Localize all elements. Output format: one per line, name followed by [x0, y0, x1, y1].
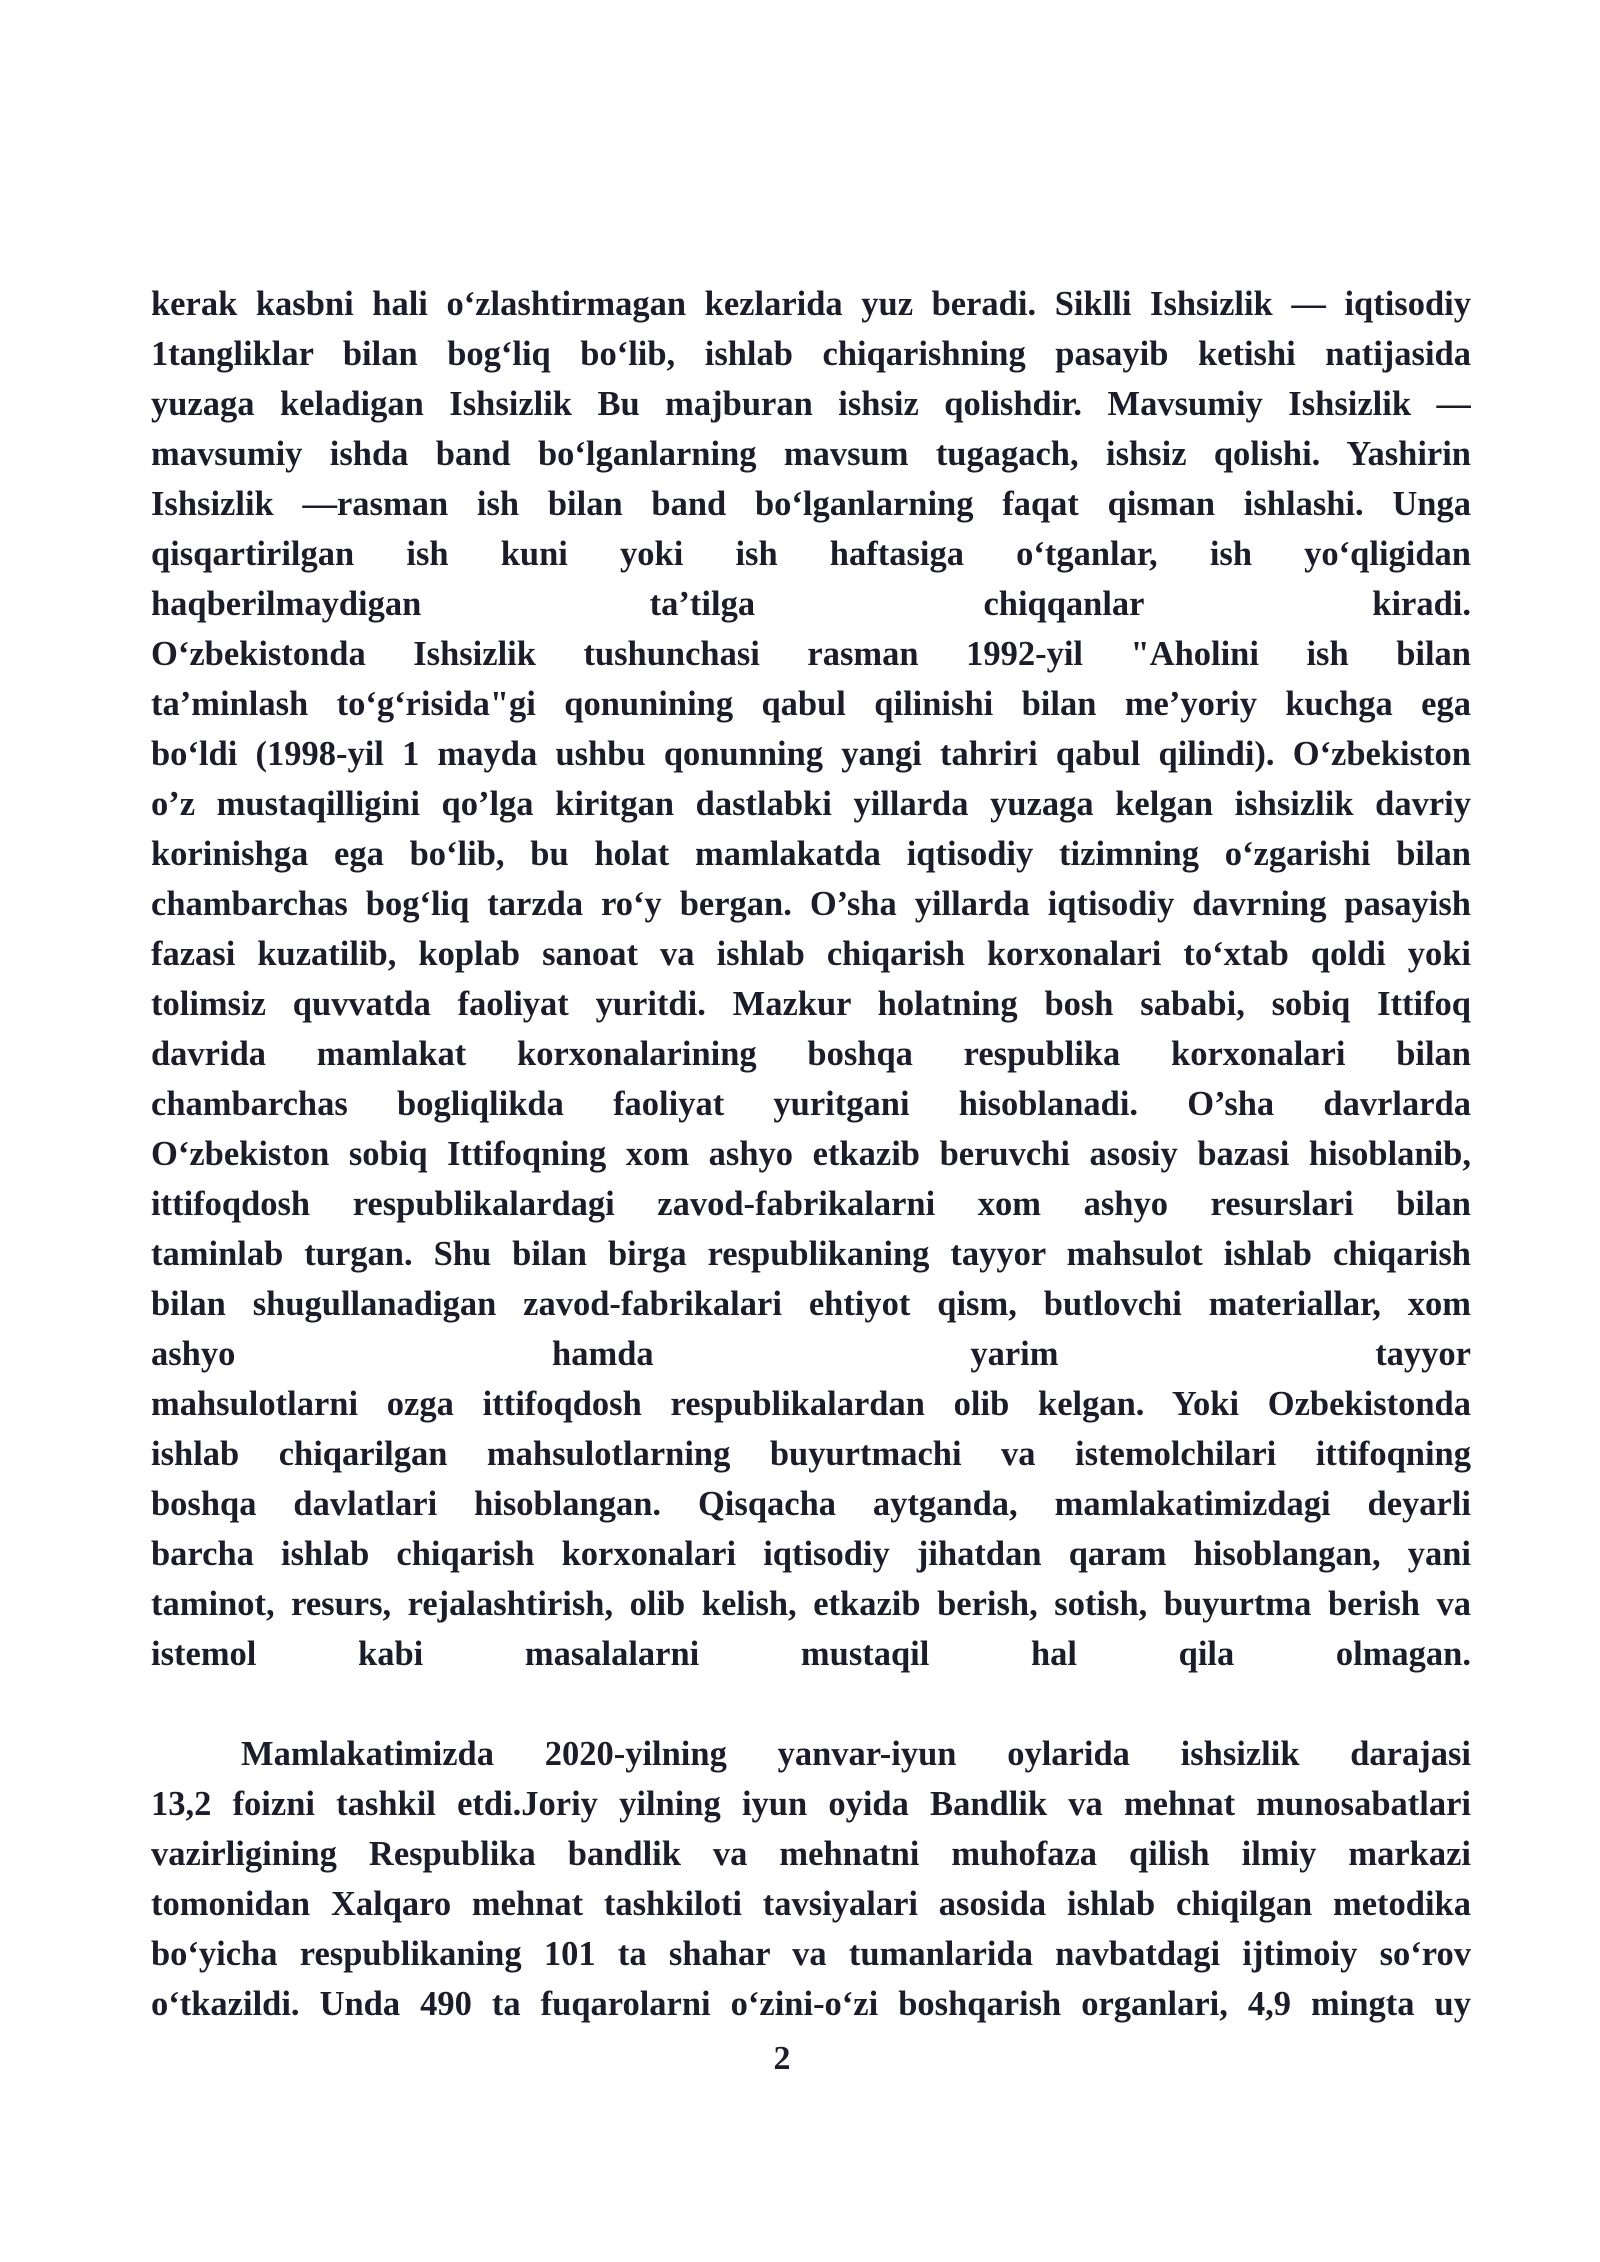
text-line: o‘tkazildi. Unda 490 ta fuqarolarni o‘zini-o‘zi boshqarish organlari, 4,9 mingta uy [151, 1985, 1471, 2023]
text-line: Mamlakatimizda 2020-yilning yanvar-iyun oylarida ishsizlik darajasi [241, 1735, 1471, 1773]
text-line: bo‘ldi (1998-yil 1 mayda ushbu qonunning yangi tahriri qabul qilindi). O‘zbekiston [151, 735, 1471, 773]
text-line: O‘zbekistonda Ishsizlik tushunchasi rasman 1992-yil "Aholini ish bilan [151, 635, 1471, 673]
text-line: chambarchas bogliqlikda faoliyat yuritgani hisoblanadi. O’sha davrlarda [151, 1085, 1471, 1123]
text-line: ishlab chiqarilgan mahsulotlarning buyurtmachi va istemolchilari ittifoqning [151, 1435, 1471, 1473]
paragraph-2 [151, 1729, 1471, 2029]
text-line: kerak kasbni hali o‘zlashtirmagan kezlarida yuz beradi. Siklli Ishsizlik — iqtisodiy [151, 285, 1471, 323]
text-line: vazirligining Respublika bandlik va mehnatni muhofaza qilish ilmiy markazi [151, 1835, 1471, 1873]
text-line: 13,2 foizni tashkil etdi.Joriy yilning iyun oyida Bandlik va mehnat munosabatlari [151, 1785, 1471, 1823]
text-line: taminlab turgan. Shu bilan birga respublikaning tayyor mahsulot ishlab chiqarish [151, 1235, 1471, 1273]
text-line: mavsumiy ishda band bo‘lganlarning mavsum tugagach, ishsiz qolishi. Yashirin [151, 435, 1471, 473]
text-line: Ishsizlik —rasman ish bilan band bo‘lganlarning faqat qisman ishlashi. Unga [151, 485, 1471, 523]
text-line: haqberilmaydigan ta’tilga chiqqanlar kiradi. [151, 585, 1471, 623]
text-line: yuzaga keladigan Ishsizlik Bu majburan ishsiz qolishdir. Mavsumiy Ishsizlik — [151, 385, 1471, 423]
text-line: ta’minlash to‘g‘risida"gi qonunining qabul qilinishi bilan me’yoriy kuchga ega [151, 685, 1471, 723]
text-line: ashyo hamda yarim tayyor [151, 1335, 1471, 1373]
page-number: 2 [773, 2040, 791, 2077]
text-line: tolimsiz quvvatda faoliyat yuritdi. Mazkur holatning bosh sababi, sobiq Ittifoq [151, 985, 1471, 1023]
text-line: O‘zbekiston sobiq Ittifoqning xom ashyo etkazib beruvchi asosiy bazasi hisoblanib, [151, 1135, 1471, 1173]
text-line: chambarchas bog‘liq tarzda ro‘y bergan. O’sha yillarda iqtisodiy davrning pasayish [151, 885, 1471, 923]
text-line: 1tangliklar bilan bog‘liq bo‘lib, ishlab chiqarishning pasayib ketishi natijasida [151, 335, 1471, 373]
text-line: boshqa davlatlari hisoblangan. Qisqacha aytganda, mamlakatimizdagi deyarli [151, 1485, 1471, 1523]
text-line: davrida mamlakat korxonalarining boshqa respublika korxonalari bilan [151, 1035, 1471, 1073]
text-line: istemol kabi masalalarni mustaqil hal qila olmagan. [151, 1635, 1471, 1673]
text-line: ittifoqdosh respublikalardagi zavod-fabrikalarni xom ashyo resurslari bilan [151, 1185, 1471, 1223]
text-line: o’z mustaqilligini qo’lga kiritgan dastlabki yillarda yuzaga kelgan ishsizlik davriy [151, 785, 1471, 823]
text-line: taminot, resurs, rejalashtirish, olib kelish, etkazib berish, sotish, buyurtma berish va [151, 1585, 1471, 1623]
text-line: barcha ishlab chiqarish korxonalari iqtisodiy jihatdan qaram hisoblangan, yani [151, 1535, 1471, 1573]
text-line: korinishga ega bo‘lib, bu holat mamlakatda iqtisodiy tizimning o‘zgarishi bilan [151, 835, 1471, 873]
paragraph-1 [151, 279, 1471, 1679]
text-line: mahsulotlarni ozga ittifoqdosh respublikalardan olib kelgan. Yoki Ozbekistonda [151, 1385, 1471, 1423]
text-line: qisqartirilgan ish kuni yoki ish haftasiga o‘tganlar, ish yo‘qligidan [151, 535, 1471, 573]
text-line: bilan shugullanadigan zavod-fabrikalari ehtiyot qism, butlovchi materiallar, xom [151, 1285, 1471, 1323]
text-line: tomonidan Xalqaro mehnat tashkiloti tavsiyalari asosida ishlab chiqilgan metodika [151, 1885, 1471, 1923]
text-line: bo‘yicha respublikaning 101 ta shahar va tumanlarida navbatdagi ijtimoiy so‘rov [151, 1935, 1471, 1973]
text-line: fazasi kuzatilib, koplab sanoat va ishlab chiqarish korxonalari to‘xtab qoldi yoki [151, 935, 1471, 973]
